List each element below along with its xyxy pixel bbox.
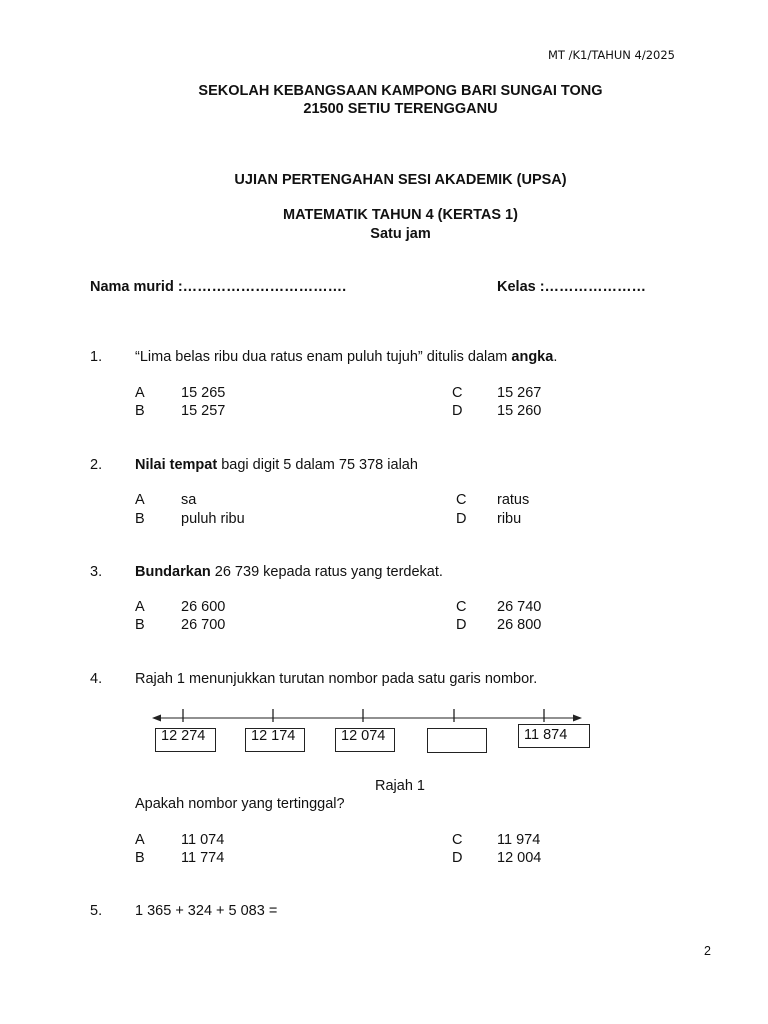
option-label: C bbox=[452, 832, 463, 848]
school-address: 21500 SETIU TERENGGANU bbox=[303, 101, 498, 117]
option-label: B bbox=[135, 617, 145, 633]
question-text: “Lima belas ribu dua ratus enam puluh tujuh” ditulis dalam angka. bbox=[135, 349, 558, 365]
number-box bbox=[518, 724, 590, 748]
option-value: 11 774 bbox=[181, 850, 225, 866]
figure-caption: Rajah 1 bbox=[375, 778, 425, 794]
option-label: D bbox=[456, 617, 467, 633]
option-label: C bbox=[456, 492, 467, 508]
left-arrow-icon bbox=[152, 715, 161, 722]
exam-title: UJIAN PERTENGAHAN SESI AKADEMIK (UPSA) bbox=[234, 172, 567, 188]
number-box-value: 12 174 bbox=[251, 728, 296, 744]
option-value: puluh ribu bbox=[181, 511, 245, 527]
option-value: 15 257 bbox=[181, 403, 226, 419]
option-label: A bbox=[135, 832, 145, 848]
question-number: 5. bbox=[90, 903, 103, 919]
school-name: SEKOLAH KEBANGSAAN KAMPONG BARI SUNGAI TONG bbox=[198, 83, 603, 99]
student-name-field: Nama murid :……………………………. bbox=[90, 279, 347, 295]
question-number: 1. bbox=[90, 349, 103, 365]
option-label: A bbox=[135, 492, 145, 508]
missing-number-box bbox=[427, 728, 487, 753]
question-number: 2. bbox=[90, 457, 103, 473]
option-value: 26 740 bbox=[497, 599, 542, 615]
question-number: 4. bbox=[90, 671, 103, 687]
question-text: Rajah 1 menunjukkan turutan nombor pada satu garis nombor. bbox=[135, 671, 538, 687]
option-label: B bbox=[135, 403, 145, 419]
option-value: 15 267 bbox=[497, 385, 542, 401]
option-label: D bbox=[452, 850, 463, 866]
option-value: 26 700 bbox=[181, 617, 226, 633]
class-field: Kelas :………………… bbox=[497, 279, 647, 295]
option-value: 26 600 bbox=[181, 599, 226, 615]
option-value: 15 265 bbox=[181, 385, 226, 401]
option-label: D bbox=[452, 403, 463, 419]
option-label: D bbox=[456, 511, 467, 527]
option-label: B bbox=[135, 511, 145, 527]
question-number: 3. bbox=[90, 564, 103, 580]
option-label: C bbox=[452, 385, 463, 401]
option-value: ratus bbox=[497, 492, 530, 508]
number-box bbox=[335, 728, 395, 752]
sub-question-text: Apakah nombor yang tertinggal? bbox=[135, 796, 345, 812]
option-label: A bbox=[135, 599, 145, 615]
option-value: 26 800 bbox=[497, 617, 542, 633]
exam-duration: Satu jam bbox=[370, 226, 431, 242]
number-box bbox=[155, 728, 216, 752]
question-text: Nilai tempat bagi digit 5 dalam 75 378 ialah bbox=[135, 457, 418, 473]
option-value: ribu bbox=[497, 511, 522, 527]
option-label: A bbox=[135, 385, 145, 401]
document-reference: MT /K1/TAHUN 4/2025 bbox=[548, 48, 675, 62]
question-text: Bundarkan 26 739 kepada ratus yang terdekat. bbox=[135, 564, 443, 580]
option-value: 12 004 bbox=[497, 850, 542, 866]
subject-title: MATEMATIK TAHUN 4 (KERTAS 1) bbox=[283, 207, 518, 223]
option-value: 15 260 bbox=[497, 403, 542, 419]
option-label: C bbox=[456, 599, 467, 615]
number-box-value: 11 874 bbox=[524, 727, 568, 743]
question-text: 1 365 + 324 + 5 083 = bbox=[135, 903, 278, 919]
number-box-value: 12 274 bbox=[161, 728, 206, 744]
option-label: B bbox=[135, 850, 145, 866]
option-value: sa bbox=[181, 492, 197, 508]
option-value: 11 974 bbox=[497, 832, 541, 848]
option-value: 11 074 bbox=[181, 832, 225, 848]
right-arrow-icon bbox=[573, 715, 582, 722]
page-number: 2 bbox=[704, 944, 711, 958]
number-box-value: 12 074 bbox=[341, 728, 386, 744]
number-box bbox=[245, 728, 305, 752]
